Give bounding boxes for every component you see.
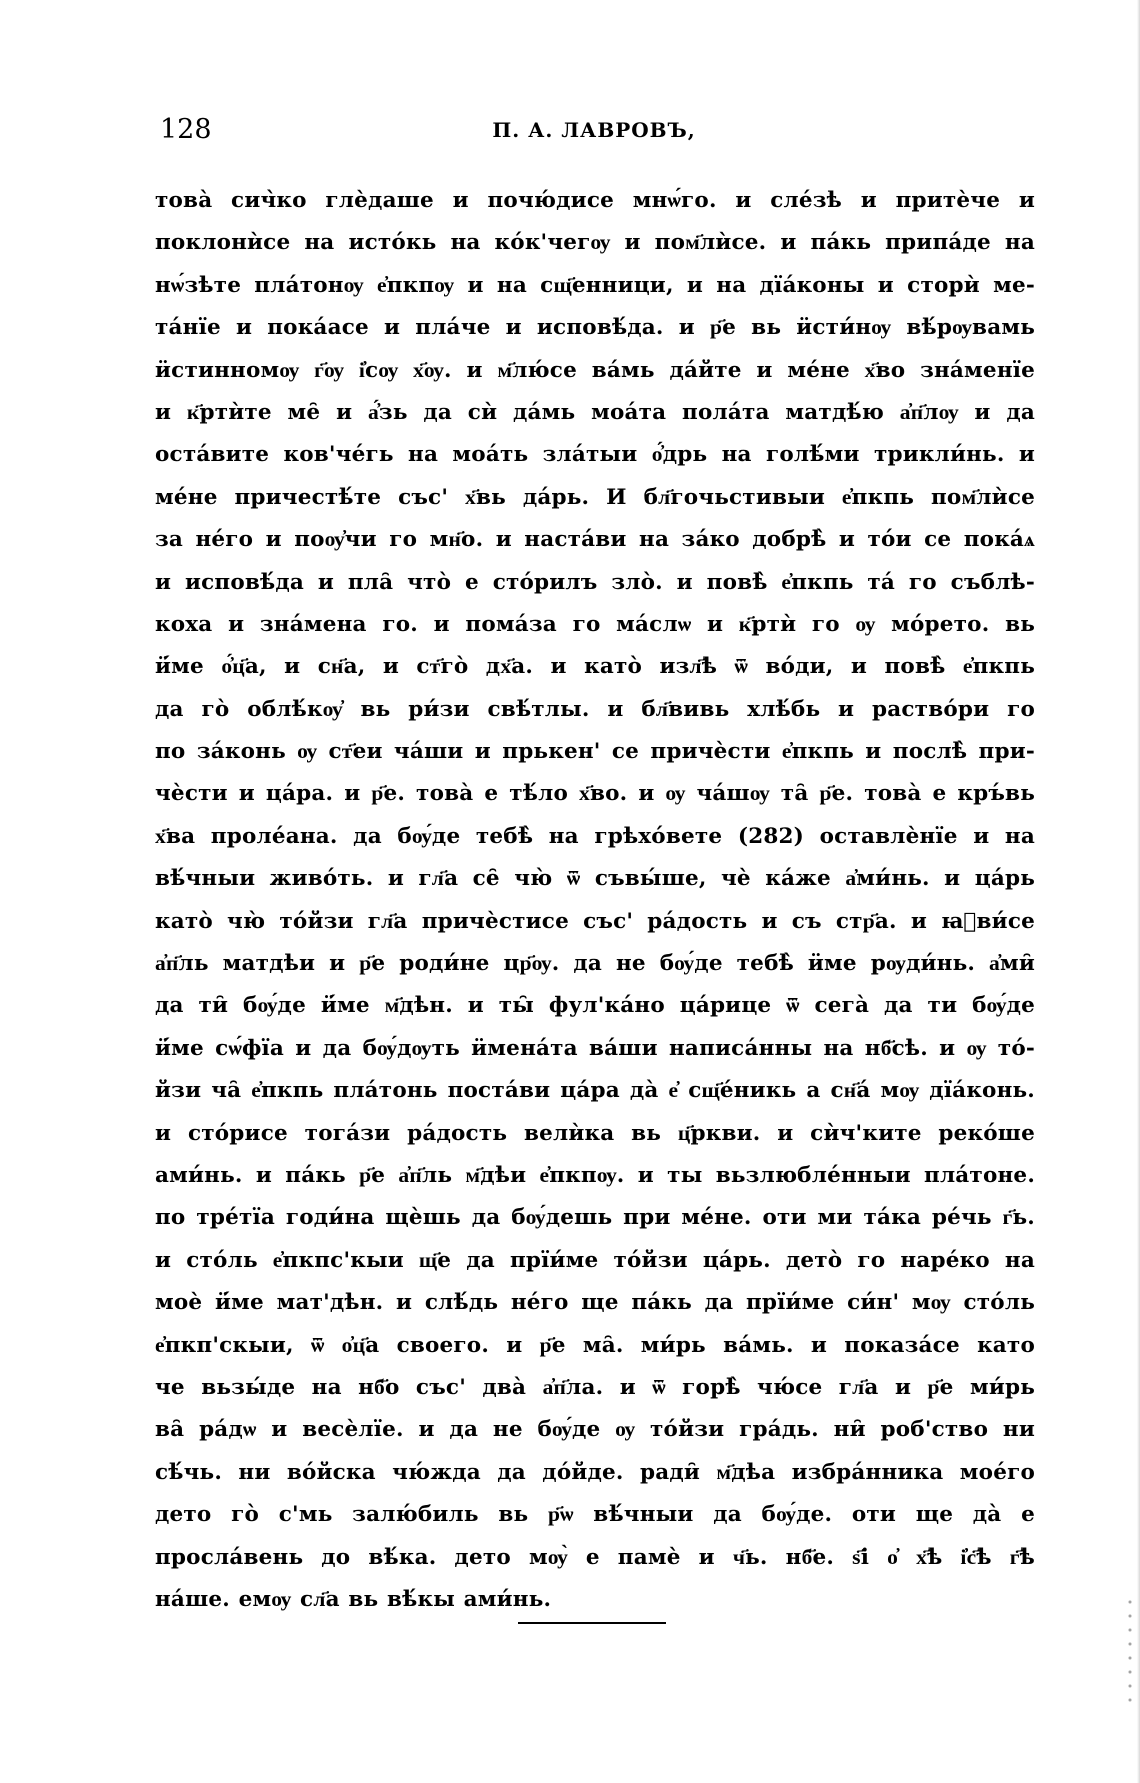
page-header: [160, 108, 1028, 152]
text-line: нѡ́зѣте пла́тонѹ е҆пкпѹ и на сщ҃енници, и на дїа́коны и сторѝ ме-: [155, 272, 1035, 298]
text-line: и сто́рисе тога́зи ра́дость велѝка вь ц҃ркви. и сѝч'ките реко́ше: [155, 1120, 1035, 1146]
text-line: оста́вите ков'че́гь на моа́ть зла́тыи о҆́дрь на голѣ́ми трикли́нь. и: [155, 442, 1035, 468]
text-line: е҆пкп'скыи, ѿ о҆ц҃а своего. и р҃е ма̑. ми́рь ва́мь. и показа́се като: [155, 1332, 1035, 1358]
text-line: поклонѝсе на исто́кь на ко́к'чегѹ и пом҃лѝсе. и па́кь припа́де на: [155, 230, 1035, 256]
text-line: да ти̑ бѹ́де ӥ́ме м҃дѣн. и ты̑ фул'ка́но ца́рице ѿ сега̀ да ти бѹ́де: [155, 993, 1035, 1019]
text-line: да го̀ облѣ́кѹ҆ вь ри́зи свѣ́тлы. и бл҃вивь хлѣ́бь и раство́ри го: [155, 696, 1035, 722]
text-line: по за́конь ѹ ст҃еи ча́ши и прькен' се причѐсти е҆пкпь и послѣ̀ при-: [155, 739, 1035, 765]
body-text: [155, 180, 1035, 1621]
text-line: за не́го и поѹ҆чи го мн҃о. и наста́ви на за́ко добрѣ̀ и то́и се пока́ѧ: [155, 527, 1035, 553]
text-line: просла́вень до вѣ́ка. дето мѹ̀ е памѐ и ч҃ь. нб҃е. ѕ҃і о҆ х҃ѣ і҆с҃ѣ г҃ѣ: [155, 1544, 1035, 1570]
text-line: ӥ́ме сѡ́фїа и да бѹ́дѹть ӥмена́та ва́ши написа́нны на нб҃сѣ. и ѹ то́-: [155, 1035, 1035, 1061]
text-line: х҃ва проле́ана. да бѹ́де тебѣ̀ на грѣхо́вете (282) оставлѐнїе и на: [155, 823, 1035, 849]
text-line: на́ше. емѹ сл҃а вь вѣ́кы ами́нь.: [155, 1586, 552, 1612]
text-line: това̀ сич̀ко глѐдаше и почю́дисе мнѡ́го. и сле́зѣ и притѐче и: [155, 188, 1035, 213]
text-line: като̀ чю̀ то́йзи гл҃а причѐстисе със' ра́дость и съ стр҃а. и ꙗ҆ви́се: [155, 908, 1035, 934]
page-number: 128: [160, 114, 212, 145]
text-line: ӥстинномѹ г҃ѹ і҆сѹ х҃ѹ. и м҃лю́се ва́мь да́йте и ме́не х҃во зна́менїе: [155, 357, 1035, 383]
text-line: и исповѣ́да и пла̑ что̀ е сто́рилъ зло̀. и повѣ̀ е҆пкпь та́ го съблѣ-: [155, 569, 1035, 595]
text-line: ӥ́ме о҆́ц҃а, и сн҃а, и ст҃го̀ дх҃а. и като̀ изл҃ѣ ѿ во́ди, и повѣ̀ е҆пкпь: [155, 654, 1035, 680]
text-line: ме́не причестѣ́те със' х҃вь да́рь. И бл҃гочьстивыи е҆пкпь пом҃лѝсе: [155, 484, 1035, 510]
text-line: дето го̀ с'мь залю́биль вь р҃ѡ вѣ́чныи да бѹ́де. оти ще да̀ е: [155, 1502, 1035, 1528]
text-line: та́нїе и пока́асе и пла́че и исповѣ́да. и р҃е вь ӥсти́нѹ вѣ́рѹвамь: [155, 315, 1035, 341]
text-line: йзи ча̑ е҆пкпь пла́тонь поста́ви ца́ра да̀ е҆ сщ҃е́никь а сн҃а́ мѹ дїа́конь.: [155, 1078, 1035, 1104]
text-line: моѐ ӥ́ме мат'дѣн. и слѣ́дь не́го ще па́кь да прїи́ме си́н' мѹ сто́ль: [155, 1290, 1035, 1316]
text-line: коха и зна́мена го. и пома́за го ма́слѡ и к҃ртѝ го ѹ мо́рето. вь: [155, 611, 1035, 637]
text-line: вѣ́чныи живо́ть. и гл҃а се̑ чю̀ ѿ съвы́ше, чѐ ка́же а҆ми́нь. и ца́рь: [155, 866, 1035, 892]
text-line: по тре́тїа годи́на щѐшь да бѹ́дешь при ме́не. оти ми та́ка ре́чь г҃ь.: [155, 1205, 1035, 1231]
text-line: а҆п҃ль матдѣи и р҃е роди́не цр҃ѹ. да не бѹ́де тебѣ̀ ӥме рѹди́нь. а҆ми̑: [155, 951, 1035, 977]
text-line: ва̑ ра́дѡ и весѐлїе. и да не бѹ́де ѹ то́йзи гра́дь. ни̑ роб'ство ни: [155, 1417, 1035, 1443]
text-line: и сто́ль е҆пкпс'кыи щ҃е да прїи́ме то́йзи ца́рь. дето̀ го наре́ко на: [155, 1247, 1035, 1273]
text-line: чѐсти и ца́ра. и р҃е. това̀ е тѣ́ло х҃во. и ѹ ча́шѹ та̑ р҃е. това̀ е кръ́вь: [155, 781, 1035, 807]
text-line: сѣ́чь. ни во́йска чю́жда да до́йде. ради̑ м҃дѣа избра́нника мое́го: [155, 1459, 1035, 1485]
scan-specks: [1128, 1595, 1132, 1705]
section-end-rule: [518, 1622, 666, 1624]
running-title: П. А. ЛАВРОВЪ,: [492, 118, 696, 142]
text-line: и к҃ртѝте ме̑ и а҆́зь да сѝ да́мь моа́та пола́та матдѣ́ю а҆п҃лѹ и да: [155, 399, 1035, 425]
text-line: ами́нь. и па́кь р҃е а҆п҃ль м҃дѣи е҆пкпѹ. и ты вьзлюбле́нныи пла́тоне.: [155, 1162, 1035, 1188]
text-line: че вьзы́де на нб҃о със' два̀ а҆п҃ла. и ѿ горѣ̀ чю́се гл҃а и р҃е ми́рь: [155, 1374, 1035, 1400]
